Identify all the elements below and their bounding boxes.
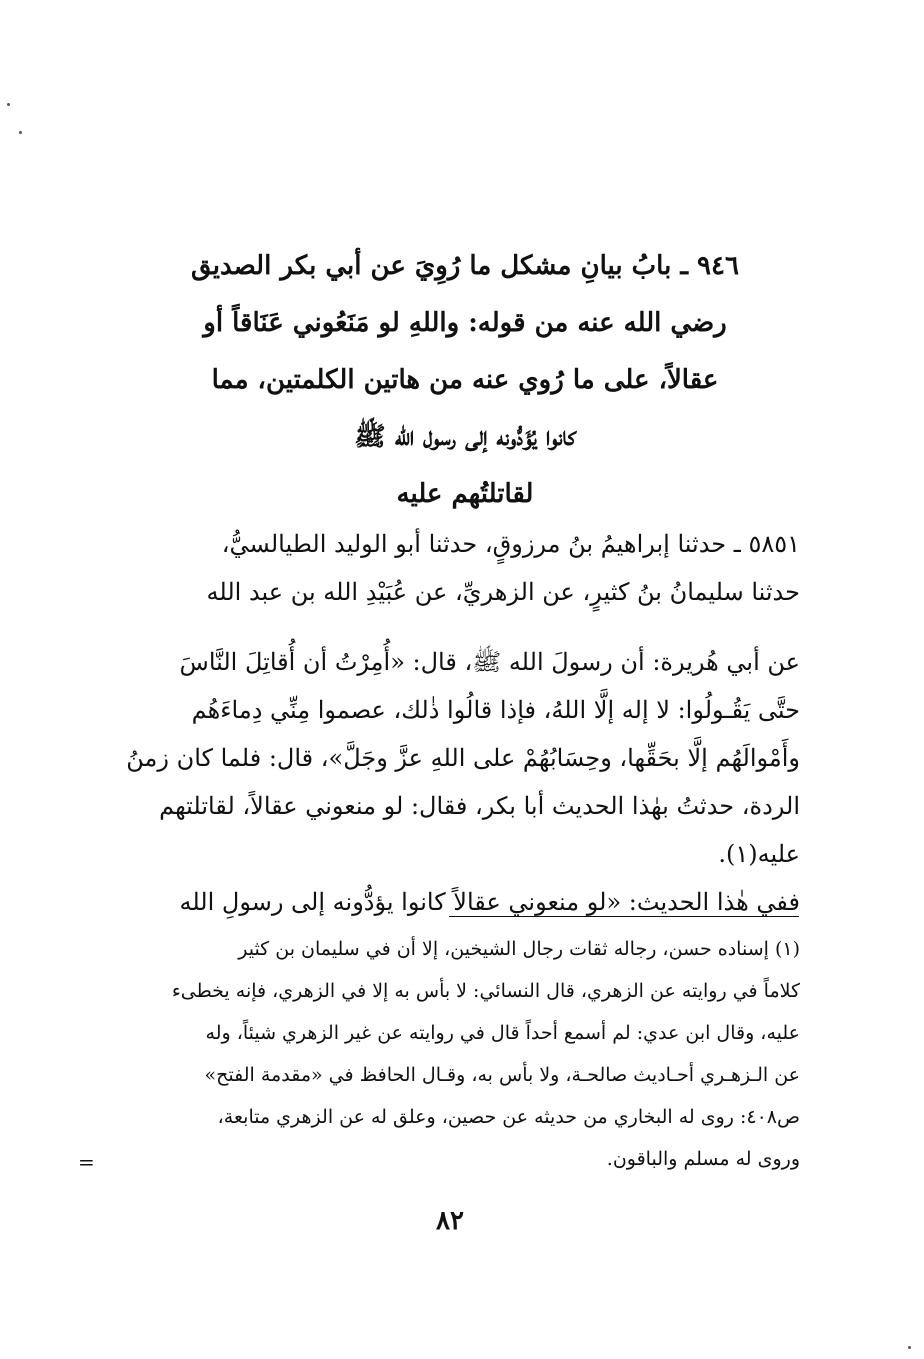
commentary-paragraph [96, 878, 800, 926]
text-line: الردة، حدثتُ بهٰذا الحديث أبا بكر، فقال: لو منعوني عقالاً، لقاتلتهم [159, 792, 800, 820]
heading-line: رضي الله عنه من قوله: واللهِ لو مَنَعُوني عَنَاقاً أو [203, 308, 727, 338]
text-line: ففي هٰذا الحديث: «لو منعوني عقالاً كانوا يؤدُّونه إلى رسولِ الله [179, 888, 800, 916]
text-line: ٥٨٥١ ـ حدثنا إبراهيمُ بنُ مرزوقٍ، حدثنا أبو الوليد الطيالسيُّ، [221, 530, 800, 558]
scan-speck [19, 131, 22, 134]
footnote-line: وروى له مسلم والباقون. [606, 1148, 800, 1170]
hadith-text [96, 520, 800, 926]
footnote-separator [449, 916, 799, 917]
isnad-paragraph [96, 520, 800, 616]
footnote-line: كلاماً في روايته عن الزهري، قال النسائي: لا بأس به إلا في الزهري، فإنه يخطىء [171, 980, 800, 1002]
heading-line: عقالاً، على ما رُوي عنه من هاتين الكلمتين، مما [211, 365, 719, 395]
footnote-line: (١) إسناده حسن، رجاله ثقات رجال الشيخين، إلا أن في سليمان بن كثير [238, 938, 800, 960]
footnotes [96, 928, 800, 1180]
footnote-line: عن الـزهـري أحـاديث صالحـة، ولا بأس به، وقـال الحافظ في «مقدمة الفتح» [204, 1064, 800, 1086]
chapter-heading [140, 238, 790, 523]
scan-speck [7, 103, 10, 106]
page-number: ٨٢ [436, 1206, 464, 1236]
footnote-line: ص٤٠٨: روى له البخاري من حديثه عن حصين، وعلق له عن الزهري متابعة، [217, 1106, 800, 1128]
heading-line: لقاتلتُهم عليه [396, 479, 534, 509]
text-line: عليه(١). [718, 840, 800, 868]
scan-speck [908, 1346, 911, 1349]
matn-paragraph [96, 638, 800, 878]
text-line: وأَمْوالَهُم إلَّا بحَقِّها، وحِسَابُهُمْ على اللهِ عزَّ وجَلَّ»، قال: فلما كان زمنُ [126, 744, 800, 772]
text-line: عن أبي هُريرة: أن رسولَ الله ﷺ، قال: «أُمِرْتُ أن أُقاتِلَ النَّاسَ [179, 648, 800, 676]
text-line: حتَّى يَقُـولُوا: لا إله إلَّا اللهُ، فإذا قالُوا ذٰلك، عصموا مِنِّي دِماءَهُم [191, 696, 800, 724]
footnote-line: عليه، وقال ابن عدي: لم أسمع أحداً قال في روايته عن غير الزهري شيئاً، وله [205, 1022, 800, 1044]
text-line: حدثنا سليمانُ بنُ كثيرٍ، عن الزهريِّ، عن عُبَيْدِ الله بن عبد الله [206, 578, 800, 606]
heading-line: كانوا يُؤَدُّونه إلى رسول الله ﷺ [354, 422, 576, 452]
heading-line: ٩٤٦ ـ بابُ بيانِ مشكل ما رُوِيَ عن أبي بكر الصديق [191, 251, 739, 281]
continuation-mark: = [78, 1150, 95, 1174]
